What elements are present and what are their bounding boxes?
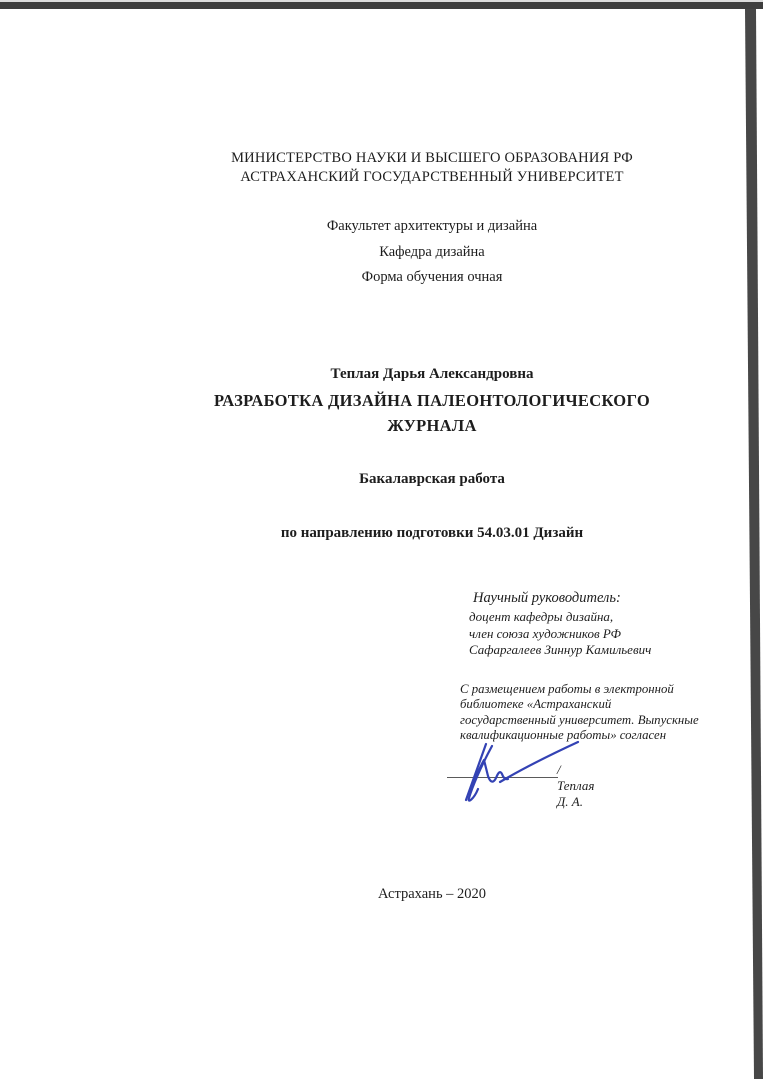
consent-line2: библиотеке «Астраханский (460, 697, 612, 712)
program-line: по направлению подготовки 54.03.01 Дизайн (280, 525, 584, 541)
thesis-title-line2: ЖУРНАЛА (387, 416, 477, 435)
consent-line4: квалификационные работы» согласен (460, 728, 667, 743)
ministry-line1: МИНИСТЕРСТВО НАУКИ И ВЫСШЕГО ОБРАЗОВАНИЯ РФ (231, 150, 633, 166)
ministry-line2: АСТРАХАНСКИЙ ГОСУДАРСТВЕННЫЙ УНИВЕРСИТЕТ (240, 168, 624, 185)
thesis-title-line1: РАЗРАБОТКА ДИЗАЙНА ПАЛЕОНТОЛОГИЧЕСКОГО (214, 391, 650, 410)
supervisor-position: доцент кафедры дизайна, (469, 609, 614, 624)
author-name: Теплая Дарья Александровна (330, 366, 534, 382)
signature-name: / Теплая Д. А. (557, 762, 595, 809)
supervisor-membership: член союза художников РФ (469, 625, 621, 641)
department-line: Кафедра дизайна (379, 243, 485, 260)
consent-line1: С размещением работы в электронной (460, 682, 674, 696)
supervisor-name: Сафаргалеев Зиннур Камильевич (469, 642, 652, 657)
city-year: Астрахань – 2020 (377, 886, 487, 902)
faculty-block (102, 214, 762, 291)
ministry-header (102, 149, 762, 186)
work-type: Бакалаврская работа (359, 471, 505, 487)
thesis-title (102, 388, 762, 438)
supervisor-heading: Научный руководитель: (473, 590, 621, 606)
supervisor-block (469, 589, 651, 659)
study-form-line: Форма обучения очная (361, 269, 503, 285)
consent-line3: государственный университет. Выпускные (460, 712, 699, 727)
faculty-line: Факультет архитектуры и дизайна (326, 218, 538, 234)
